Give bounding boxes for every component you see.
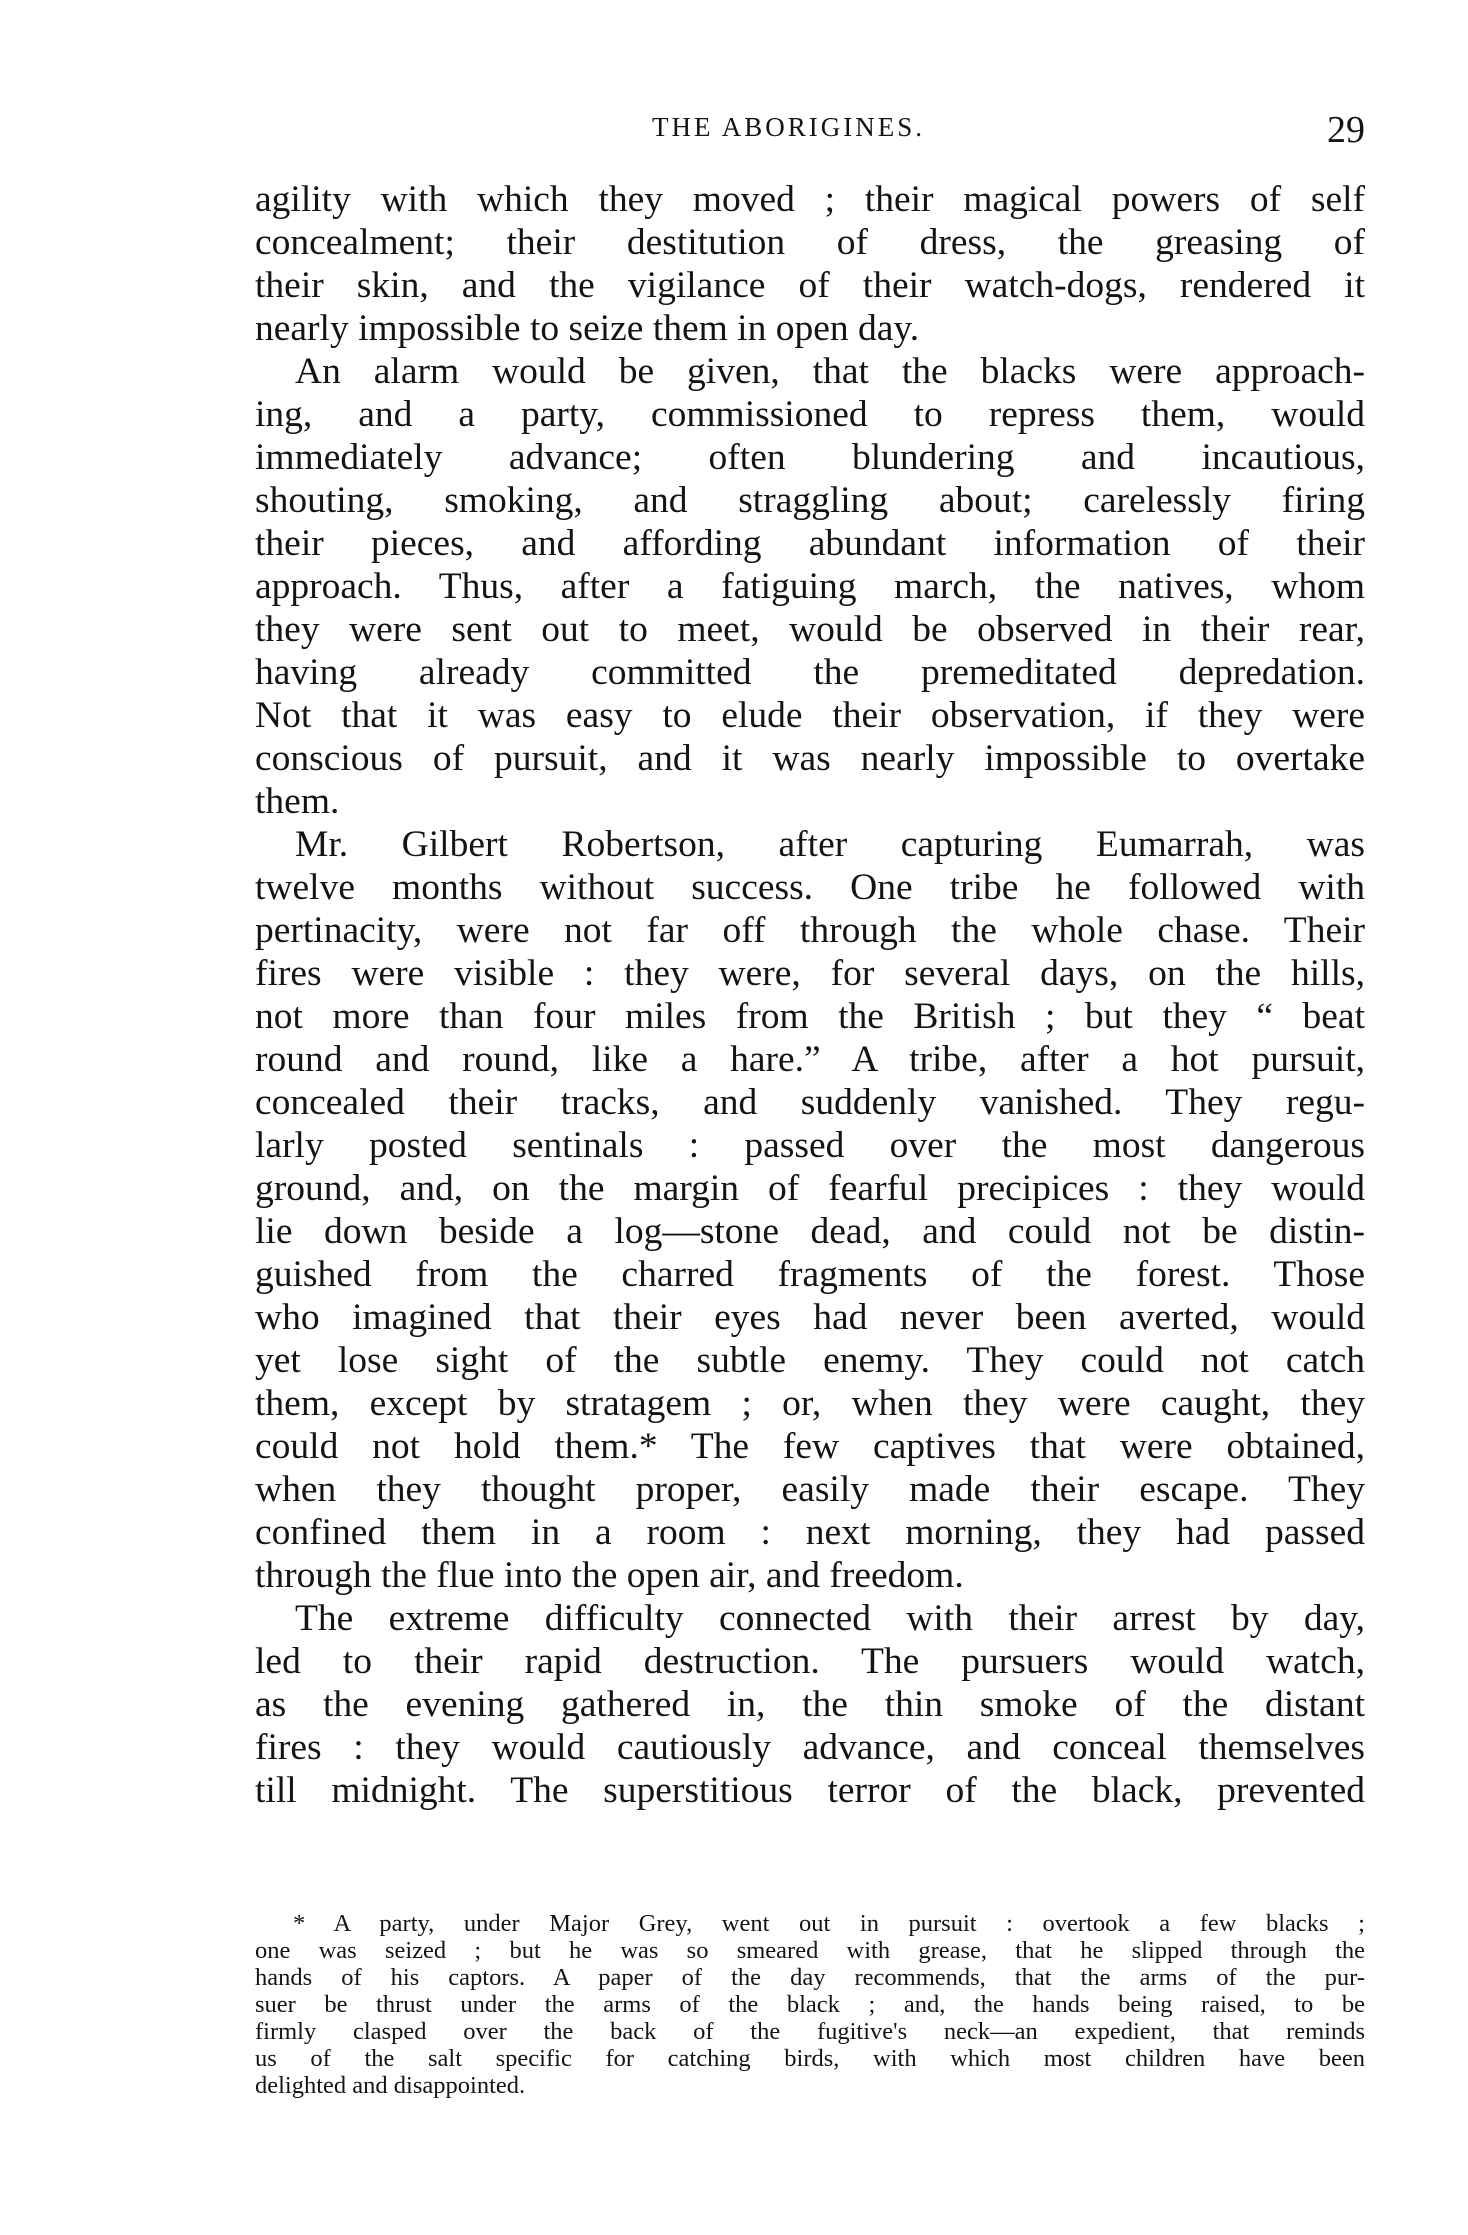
text-line: shouting, smoking, and straggling about; carelessly firing	[255, 480, 1365, 521]
text-line: The extreme difficulty connected with their arrest by day,	[295, 1598, 1365, 1639]
text-line: fires were visible : they were, for several days, on the hills,	[255, 953, 1365, 994]
text-line: through the flue into the open air, and freedom.	[255, 1555, 964, 1596]
running-title: THE ABORIGINES.	[652, 112, 925, 142]
text-line: yet lose sight of the subtle enemy. They could not catch	[255, 1340, 1365, 1381]
footnote-line: suer be thrust under the arms of the black ; and, the hands being raised, to be	[255, 1991, 1365, 2018]
text-line: immediately advance; often blundering and incautious,	[255, 437, 1365, 478]
page-header	[255, 108, 1365, 158]
text-line: them, except by stratagem ; or, when they were caught, they	[255, 1383, 1365, 1424]
footnote-line: us of the salt specific for catching birds, with which most children have been	[255, 2045, 1365, 2072]
footnote-line: firmly clasped over the back of the fugitive's neck—an expedient, that reminds	[255, 2018, 1365, 2045]
footnote-line: delighted and disappointed.	[255, 2072, 526, 2099]
text-line: round and round, like a hare.” A tribe, after a hot pursuit,	[255, 1039, 1365, 1080]
text-line: ground, and, on the margin of fearful precipices : they would	[255, 1168, 1365, 1209]
text-line: pertinacity, were not far off through the whole chase. Their	[255, 910, 1365, 951]
text-line: lie down beside a log—stone dead, and could not be distin-	[255, 1211, 1365, 1252]
text-line: nearly impossible to seize them in open day.	[255, 308, 920, 349]
text-line: as the evening gathered in, the thin smoke of the distant	[255, 1684, 1365, 1725]
text-line: who imagined that their eyes had never been averted, would	[255, 1297, 1365, 1338]
text-line: concealed their tracks, and suddenly vanished. They regu-	[255, 1082, 1365, 1123]
text-line: guished from the charred fragments of the forest. Those	[255, 1254, 1365, 1295]
text-line: agility with which they moved ; their magical powers of self	[255, 179, 1365, 220]
footnote	[255, 1910, 1365, 2099]
footnote-line: hands of his captors. A paper of the day recommends, that the arms of the pur-	[255, 1964, 1365, 1991]
text-line: them.	[255, 781, 340, 822]
text-line: their skin, and the vigilance of their watch-dogs, rendered it	[255, 265, 1365, 306]
text-line: concealment; their destitution of dress, the greasing of	[255, 222, 1365, 263]
text-line: An alarm would be given, that the blacks were approach-	[295, 351, 1365, 392]
text-line: their pieces, and affording abundant information of their	[255, 523, 1365, 564]
footnote-line: * A party, under Major Grey, went out in pursuit : overtook a few blacks ;	[293, 1910, 1365, 1937]
text-line: approach. Thus, after a fatiguing march, the natives, whom	[255, 566, 1365, 607]
text-line: fires : they would cautiously advance, and conceal themselves	[255, 1727, 1365, 1768]
text-line: they were sent out to meet, would be observed in their rear,	[255, 609, 1365, 650]
text-line: twelve months without success. One tribe he followed with	[255, 867, 1365, 908]
body-text	[255, 178, 1365, 1812]
text-line: not more than four miles from the British ; but they “ beat	[255, 996, 1365, 1037]
text-line: conscious of pursuit, and it was nearly impossible to overtake	[255, 738, 1365, 779]
text-line: having already committed the premeditated depredation.	[255, 652, 1365, 693]
text-line: when they thought proper, easily made their escape. They	[255, 1469, 1365, 1510]
footnote-line: one was seized ; but he was so smeared with grease, that he slipped through the	[255, 1937, 1365, 1964]
text-line: ing, and a party, commissioned to repress them, would	[255, 394, 1365, 435]
text-line: confined them in a room : next morning, they had passed	[255, 1512, 1365, 1553]
text-line: till midnight. The superstitious terror of the black, prevented	[255, 1770, 1365, 1811]
text-line: led to their rapid destruction. The pursuers would watch,	[255, 1641, 1365, 1682]
text-line: Not that it was easy to elude their observation, if they were	[255, 695, 1365, 736]
text-line: larly posted sentinals : passed over the most dangerous	[255, 1125, 1365, 1166]
text-line: Mr. Gilbert Robertson, after capturing Eumarrah, was	[295, 824, 1365, 865]
page-number: 29	[1327, 109, 1365, 151]
text-line: could not hold them.* The few captives that were obtained,	[255, 1426, 1365, 1467]
